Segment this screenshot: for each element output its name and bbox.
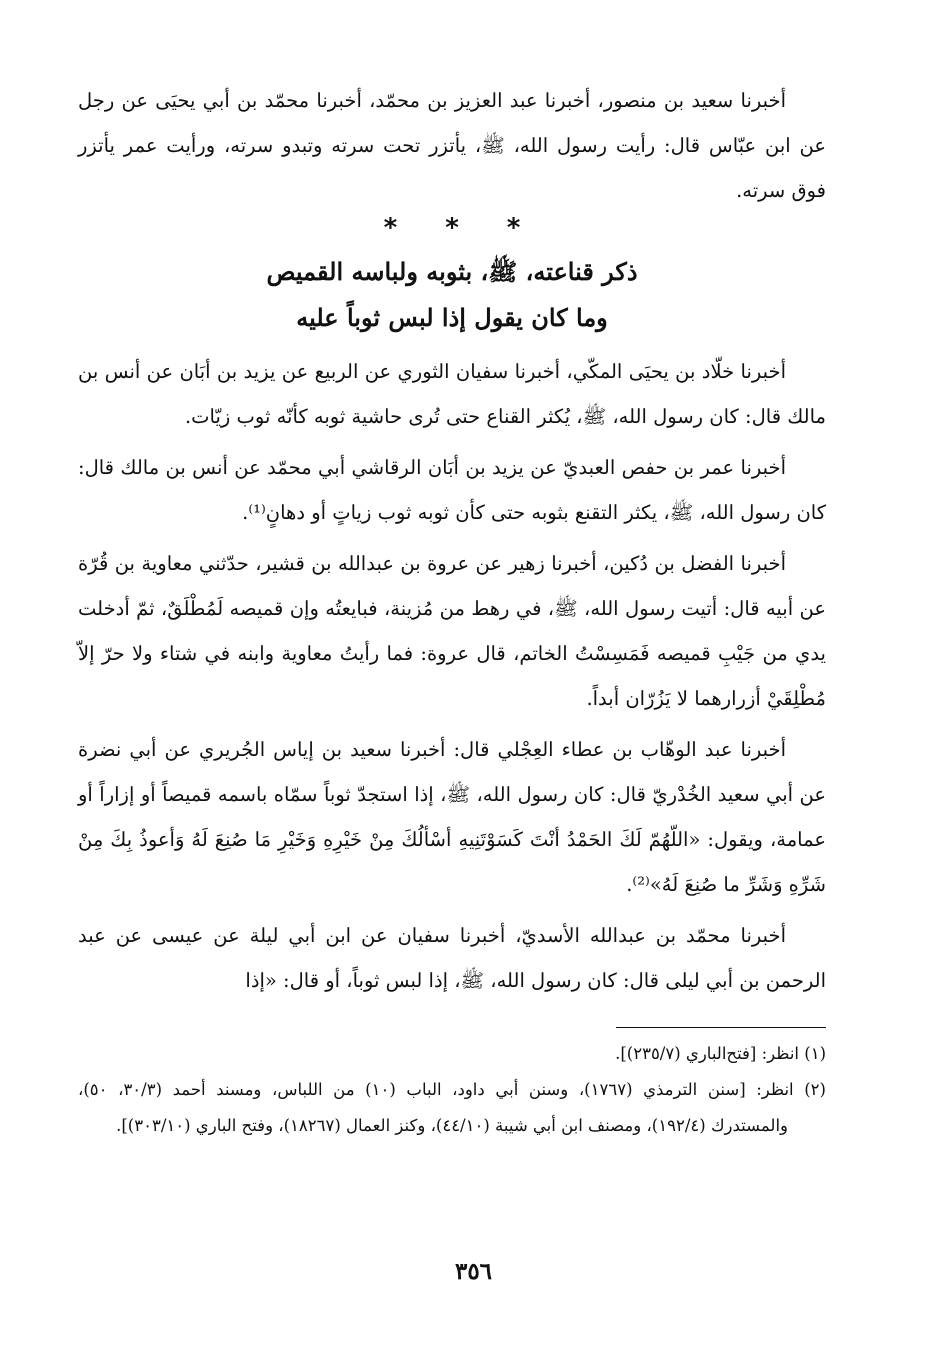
paragraph: أخبرنا عبد الوهّاب بن عطاء العِجْلي قال: أخبرنا سعيد بن إياس الجُريري عن أبي نضرة عن أبي سعيد الخُدْريّ قال: كان رسول الله، ﷺ، إذا استجدّ ثوباً سمّاه باسمه قميصاً أو إزاراً أو عمامة، ويقول: «اللّهُمّ لَكَ الحَمْدُ أنْتَ كَسَوْتَنِيهِ أسْألُكَ مِنْ خَيْرِهِ وَخَيْرِ مَا صُنِعَ لَهُ وَأعوذُ بِكَ مِنْ شَرِّهِ وَشَرِّ ما صُنِعَ لَهُ»⁽²⁾.: [78, 738, 826, 896]
page-number: ٣٥٦: [454, 1258, 493, 1285]
heading-line-1: ذكر قناعته، ﷺ، بثوبه ولباسه القميص: [266, 257, 638, 286]
paragraph: أخبرنا عمر بن حفص العبديّ عن يزيد بن أبَان الرقاشي أبي محمّد عن أنس بن مالك قال: كان رسول الله، ﷺ، يكثر التقنع بثوبه حتى كأن ثوبه ثوب زياتٍ أو دهانٍ⁽¹⁾.: [78, 456, 826, 524]
paragraph-intro: أخبرنا سعيد بن منصور، أخبرنا عبد العزيز بن محمّد، أخبرنا محمّد بن أبي يحيَى عن رجل عن ابن عبّاس قال: رأيت رسول الله، ﷺ، يأتزر تحت سرته وتبدو سرته، ورأيت عمر يأتزر فوق سرته.: [78, 89, 826, 202]
section-heading: [78, 249, 826, 341]
paragraph: أخبرنا محمّد بن عبدالله الأسديّ، أخبرنا سفيان عن ابن أبي ليلة عن عيسى عن عبد الرحمن بن أبي ليلى قال: كان رسول الله، ﷺ، إذا لبس ثوباً، أو قال: «إذا: [78, 924, 826, 992]
footnote-divider: [616, 1027, 826, 1028]
paragraph: أخبرنا الفضل بن دُكين، أخبرنا زهير عن عروة بن عبدالله بن قشير، حدّثني معاوية بن قُرّة عن أبيه قال: أتيت رسول الله، ﷺ، في رهط من مُزينة، فبايعتُه وإن قميصه لَمُطْلَقٌ، ثمّ أدخلت يدي من جَيْبِ قميصه فَمَسِسْتُ الخاتم، قال عروة: فما رأيتُ معاوية وابنه في شتاء ولا حرّ إلاّ مُطْلِقَيْ أزرارهما لا يَزُرّان أبداً.: [78, 552, 826, 710]
footnote: (٢) انظر: [سنن الترمذي (١٧٦٧)، وسنن أبي داود، الباب (١٠) من اللباس، ومسند أحمد (٣٠/٣، ٥٠)، والمستدرك (١٩٢/٤)، ومصنف ابن أبي شيبة (٤٤/١٠)، وكنز العمال (١٨٢٦٧)، وفتح الباري (٣٠٣/١٠)].: [78, 1080, 826, 1135]
separator-star: *: [383, 213, 398, 243]
footnote: (١) انظر: [فتح‌الباري (٢٣٥/٧)].: [615, 1044, 826, 1063]
heading-line-2: وما كان يقول إذا لبس ثوباً عليه: [296, 303, 608, 332]
page-body: [78, 78, 826, 1144]
section-separator: [78, 213, 826, 243]
separator-star: *: [506, 213, 521, 243]
paragraph: أخبرنا خلّاد بن يحيَى المكّي، أخبرنا سفيان الثوري عن الربيع عن يزيد بن أبَان عن أنس بن مالك قال: كان رسول الله، ﷺ، يُكثر القناع حتى تُرى حاشية ثوبه كأنّه ثوب زيّات.: [78, 360, 826, 428]
separator-star: *: [445, 213, 459, 243]
